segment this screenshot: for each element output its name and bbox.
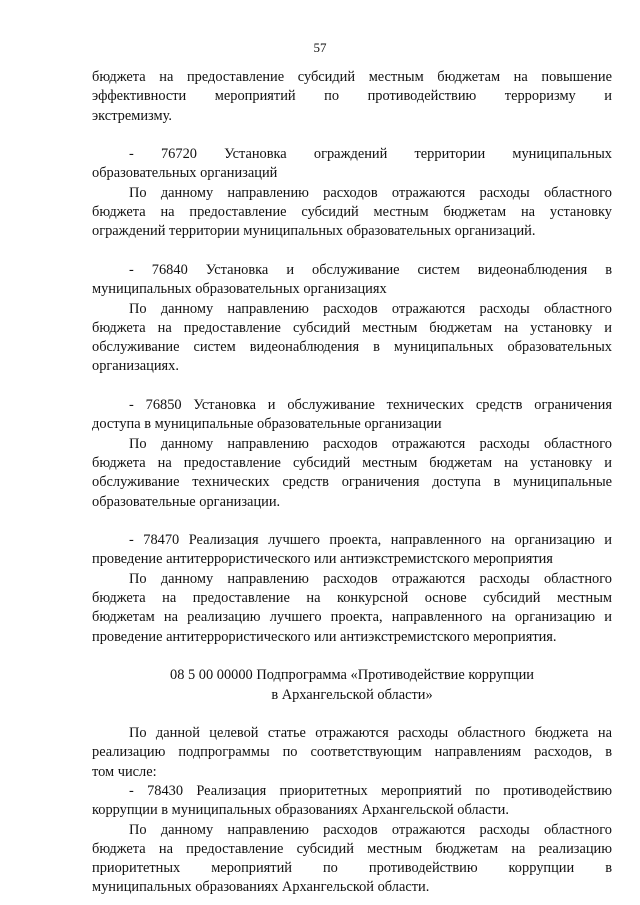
text-line: эффективности мероприятий по противодействию терроризму и	[92, 88, 612, 105]
text-line: обслуживание систем видеонаблюдения в муниципальных образовательных	[92, 339, 612, 356]
text-line: По данному направлению расходов отражаются расходы областного	[129, 435, 612, 452]
paragraph	[92, 261, 612, 300]
text-line: По данному направлению расходов отражаются расходы областного	[129, 300, 612, 317]
paragraph	[92, 396, 612, 435]
text-line: экстремизму.	[92, 107, 172, 124]
paragraph	[92, 782, 612, 821]
text-line: По данной целевой статье отражаются расходы областного бюджета на	[129, 725, 612, 742]
text-line: ограждений территории муниципальных образовательных организаций.	[92, 223, 536, 240]
text-line: - 78430 Реализация приоритетных мероприятий по противодействию	[129, 782, 612, 799]
paragraph	[92, 300, 612, 377]
paragraph	[92, 68, 612, 126]
heading-line: 08 5 00 00000 Подпрограмма «Противодействие коррупции	[170, 667, 534, 684]
heading-line: в Архангельской области»	[271, 686, 433, 703]
paragraph	[92, 570, 612, 647]
text-line: реализацию подпрограммы по соответствующим направлениям расходов, в	[92, 744, 612, 761]
text-line: бюджета на предоставление субсидий местным бюджетам на установку	[92, 204, 612, 221]
paragraph	[92, 724, 612, 782]
text-line: - 76850 Установка и обслуживание технических средств ограничения	[129, 397, 612, 414]
text-line: проведение антитеррористического или антиэкстремистского мероприятия.	[92, 628, 557, 645]
text-line: образовательные организации.	[92, 493, 281, 510]
text-line: том числе:	[92, 763, 157, 780]
text-line: По данному направлению расходов отражаются расходы областного	[129, 570, 612, 587]
paragraph	[92, 145, 612, 184]
text-line: приоритетных мероприятий по противодействию коррупции в	[92, 860, 612, 877]
text-line: - 76720 Установка ограждений территории муниципальных	[129, 146, 612, 163]
text-line: бюджета на предоставление субсидий местным бюджетам на установку и	[92, 454, 612, 471]
text-line: бюджета на предоставление субсидий местным бюджетам на реализацию	[92, 840, 612, 857]
paragraph	[92, 184, 612, 242]
text-line: По данному направлению расходов отражаются расходы областного	[129, 821, 612, 838]
text-line: доступа в муниципальные образовательные организации	[92, 416, 442, 433]
text-line: муниципальных образованиях Архангельской области.	[92, 879, 430, 896]
text-line: - 76840 Установка и обслуживание систем видеонаблюдения в	[129, 261, 612, 278]
page-number: 57	[313, 40, 327, 55]
text-line: проведение антитеррористического или антиэкстремистского мероприятия	[92, 551, 553, 568]
text-line: - 78470 Реализация лучшего проекта, направленного на организацию и	[129, 532, 612, 549]
text-line: образовательных организаций	[92, 165, 278, 182]
text-line: бюджетам на реализацию лучшего проекта, направленного на организацию и	[92, 609, 612, 626]
text-line: организациях.	[92, 358, 179, 375]
paragraph	[92, 531, 612, 570]
paragraph	[92, 435, 612, 512]
text-line: бюджета на предоставление на конкурсной основе субсидий местным	[92, 590, 612, 607]
text-line: муниципальных образовательных организациях	[92, 281, 387, 298]
text-line: обслуживание технических средств ограничения доступа в муниципальные	[92, 474, 612, 491]
paragraph	[92, 821, 612, 898]
document-body	[92, 68, 612, 898]
text-line: коррупции в муниципальных образованиях Архангельской области.	[92, 802, 509, 819]
text-line: По данному направлению расходов отражаются расходы областного	[129, 184, 612, 201]
text-line: бюджета на предоставление субсидий местным бюджетам на установку и	[92, 319, 612, 336]
text-line: бюджета на предоставление субсидий местным бюджетам на повышение	[92, 69, 612, 85]
subprogram-heading	[92, 666, 612, 705]
